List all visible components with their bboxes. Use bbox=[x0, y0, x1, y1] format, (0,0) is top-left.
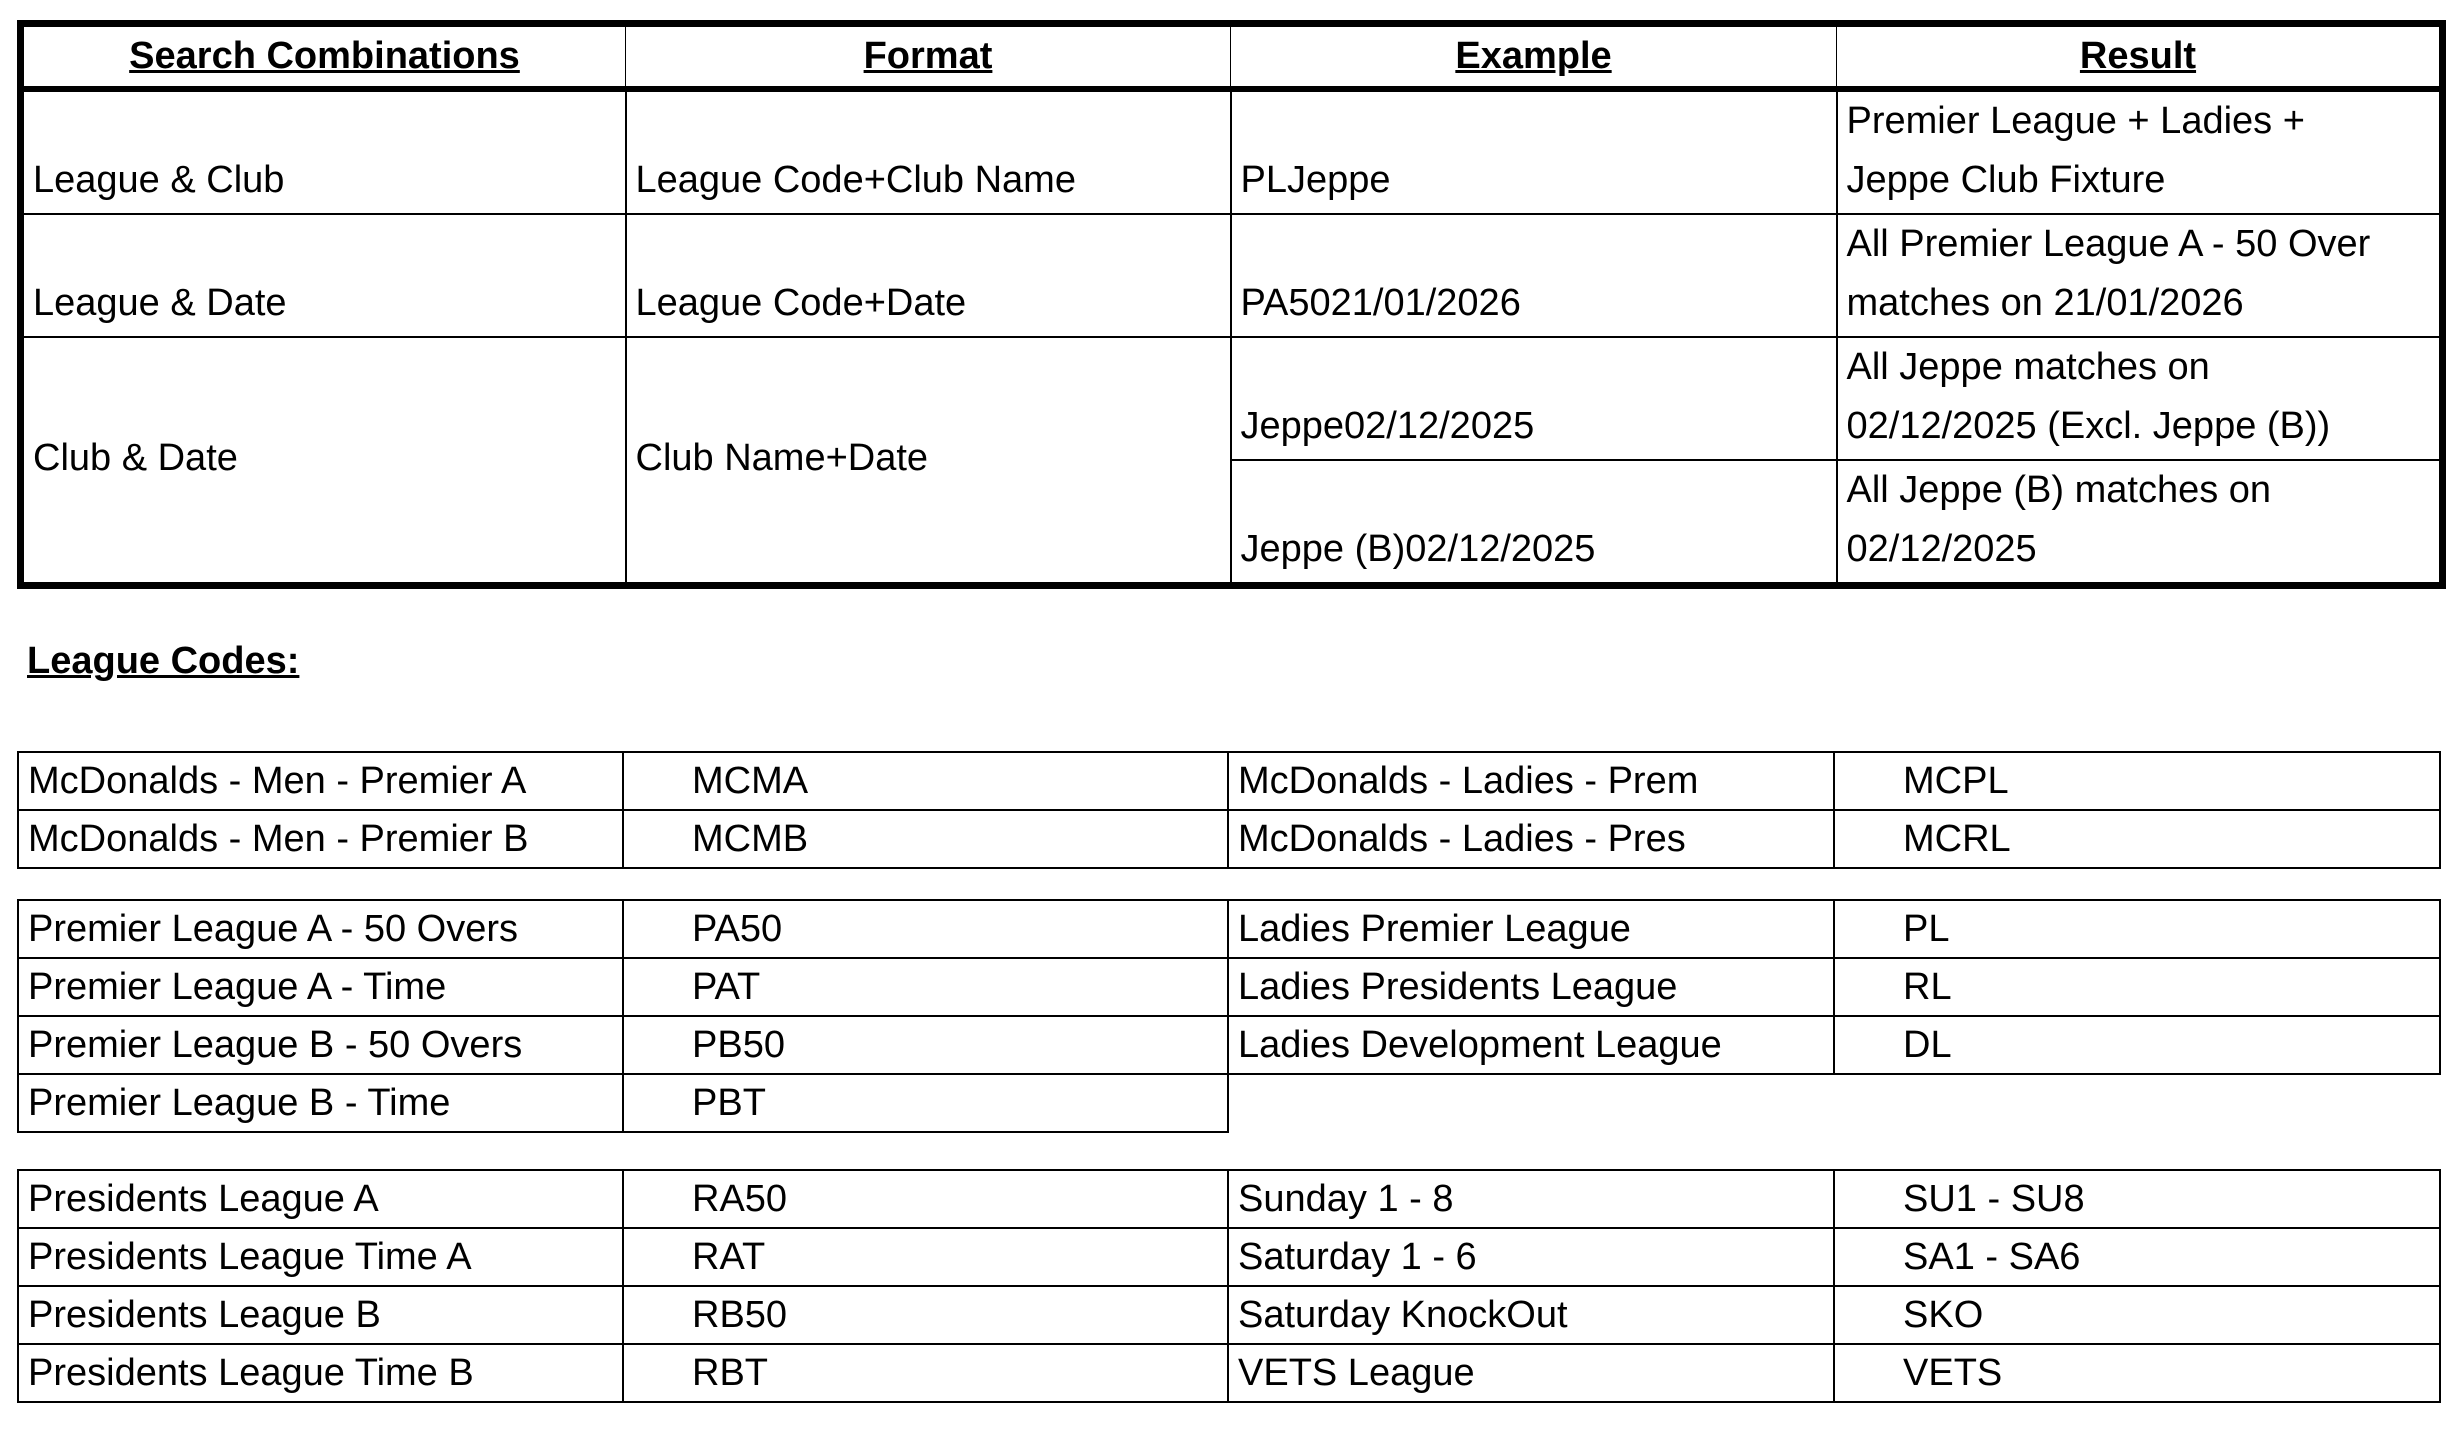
league-name-cell[interactable]: Ladies Premier League bbox=[1228, 900, 1834, 958]
league-code-cell[interactable]: SKO bbox=[1834, 1286, 2440, 1344]
table-row bbox=[18, 1228, 2440, 1286]
league-code-cell[interactable]: RL bbox=[1834, 958, 2440, 1016]
league-code-cell[interactable]: DL bbox=[1834, 1016, 2440, 1074]
league-name-cell[interactable]: Presidents League Time A bbox=[18, 1228, 623, 1286]
search-combinations-table bbox=[17, 20, 2446, 589]
league-code-cell[interactable]: RA50 bbox=[623, 1170, 1228, 1228]
result-line: 02/12/2025 (Excl. Jeppe (B)) bbox=[1846, 405, 2331, 447]
league-name-cell[interactable]: VETS League bbox=[1228, 1344, 1834, 1402]
cell-format[interactable]: League Code+Club Name bbox=[626, 89, 1231, 214]
league-codes-table-presidents bbox=[17, 1169, 2441, 1403]
cell-result[interactable] bbox=[1837, 89, 2443, 214]
league-code-cell[interactable]: RB50 bbox=[623, 1286, 1228, 1344]
table-row bbox=[21, 214, 2443, 337]
cell-combination[interactable]: Club & Date bbox=[21, 337, 626, 586]
league-name-cell[interactable]: McDonalds - Ladies - Prem bbox=[1228, 752, 1834, 810]
cell-example[interactable]: PLJeppe bbox=[1231, 89, 1837, 214]
table-row bbox=[18, 1170, 2440, 1228]
league-name-cell[interactable]: McDonalds - Men - Premier B bbox=[18, 810, 623, 868]
league-name-cell[interactable]: Premier League B - Time bbox=[18, 1074, 623, 1132]
result-line: 02/12/2025 bbox=[1846, 528, 2037, 570]
league-code-cell[interactable]: MCPL bbox=[1834, 752, 2440, 810]
header-example[interactable]: Example bbox=[1231, 24, 1837, 90]
league-name-cell[interactable]: Presidents League A bbox=[18, 1170, 623, 1228]
cell-combination[interactable]: League & Date bbox=[21, 214, 626, 337]
league-name-cell[interactable]: Premier League B - 50 Overs bbox=[18, 1016, 623, 1074]
league-name-cell[interactable]: Ladies Development League bbox=[1228, 1016, 1834, 1074]
league-code-cell[interactable]: RAT bbox=[623, 1228, 1228, 1286]
table-row bbox=[18, 752, 2440, 810]
header-row bbox=[21, 24, 2443, 90]
cell-example[interactable]: Jeppe (B)02/12/2025 bbox=[1231, 460, 1837, 586]
header-search-combinations[interactable]: Search Combinations bbox=[21, 24, 626, 90]
league-code-cell[interactable]: SA1 - SA6 bbox=[1834, 1228, 2440, 1286]
table-row bbox=[18, 1344, 2440, 1402]
league-name-cell[interactable]: Premier League A - Time bbox=[18, 958, 623, 1016]
league-code-cell[interactable]: MCRL bbox=[1834, 810, 2440, 868]
cell-example[interactable]: Jeppe02/12/2025 bbox=[1231, 337, 1837, 460]
cell-format[interactable]: League Code+Date bbox=[626, 214, 1231, 337]
league-name-cell[interactable]: Ladies Presidents League bbox=[1228, 958, 1834, 1016]
header-result[interactable]: Result bbox=[1837, 24, 2443, 90]
league-code-cell[interactable]: PL bbox=[1834, 900, 2440, 958]
table-row bbox=[18, 958, 2440, 1016]
result-line: All Jeppe (B) matches on bbox=[1846, 469, 2272, 511]
cell-format[interactable]: Club Name+Date bbox=[626, 337, 1231, 586]
league-name-cell[interactable]: McDonalds - Men - Premier A bbox=[18, 752, 623, 810]
league-code-cell[interactable]: PB50 bbox=[623, 1016, 1228, 1074]
league-name-cell[interactable]: Presidents League B bbox=[18, 1286, 623, 1344]
league-name-cell[interactable]: Saturday KnockOut bbox=[1228, 1286, 1834, 1344]
table-row bbox=[18, 1016, 2440, 1074]
result-line: Jeppe Club Fixture bbox=[1846, 159, 2166, 201]
empty-cell bbox=[1834, 1074, 2440, 1132]
league-name-cell[interactable]: Saturday 1 - 6 bbox=[1228, 1228, 1834, 1286]
league-name-cell[interactable]: Sunday 1 - 8 bbox=[1228, 1170, 1834, 1228]
league-code-cell[interactable]: MCMB bbox=[623, 810, 1228, 868]
table-row bbox=[18, 810, 2440, 868]
table-row bbox=[21, 337, 2443, 460]
cell-example[interactable]: PA5021/01/2026 bbox=[1231, 214, 1837, 337]
league-code-cell[interactable]: PAT bbox=[623, 958, 1228, 1016]
league-code-cell[interactable]: MCMA bbox=[623, 752, 1228, 810]
cell-result[interactable] bbox=[1837, 460, 2443, 586]
cell-result[interactable] bbox=[1837, 214, 2443, 337]
league-name-cell[interactable]: McDonalds - Ladies - Pres bbox=[1228, 810, 1834, 868]
league-code-cell[interactable]: VETS bbox=[1834, 1344, 2440, 1402]
league-codes-table-premier bbox=[17, 899, 2441, 1133]
league-codes-heading: League Codes: bbox=[27, 640, 300, 682]
league-codes-table-mcdonalds bbox=[17, 751, 2441, 869]
result-line: matches on 21/01/2026 bbox=[1846, 282, 2244, 324]
table-row bbox=[18, 1074, 2440, 1132]
header-format[interactable]: Format bbox=[626, 24, 1231, 90]
league-code-cell[interactable]: PBT bbox=[623, 1074, 1228, 1132]
empty-cell bbox=[1228, 1074, 1834, 1132]
league-name-cell[interactable]: Premier League A - 50 Overs bbox=[18, 900, 623, 958]
cell-combination[interactable]: League & Club bbox=[21, 89, 626, 214]
result-line: All Premier League A - 50 Over bbox=[1846, 223, 2371, 265]
result-line: All Jeppe matches on bbox=[1846, 346, 2210, 388]
cell-result[interactable] bbox=[1837, 337, 2443, 460]
league-code-cell[interactable]: PA50 bbox=[623, 900, 1228, 958]
table-row bbox=[18, 1286, 2440, 1344]
table-row bbox=[18, 900, 2440, 958]
league-name-cell[interactable]: Presidents League Time B bbox=[18, 1344, 623, 1402]
table-row bbox=[21, 89, 2443, 214]
league-code-cell[interactable]: RBT bbox=[623, 1344, 1228, 1402]
league-code-cell[interactable]: SU1 - SU8 bbox=[1834, 1170, 2440, 1228]
result-line: Premier League + Ladies + bbox=[1846, 100, 2305, 142]
